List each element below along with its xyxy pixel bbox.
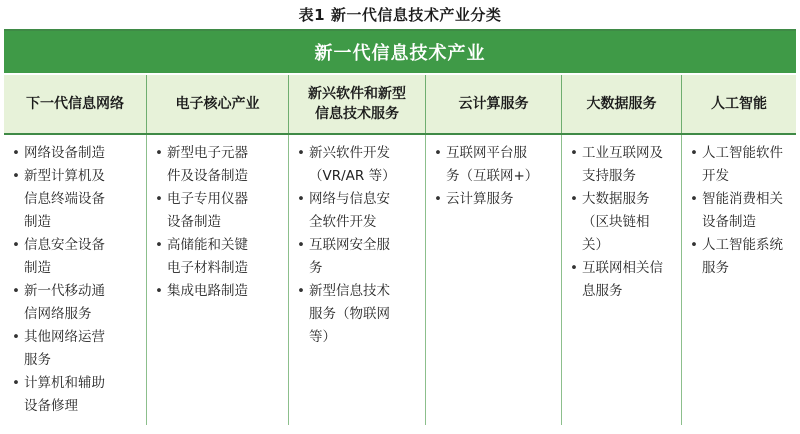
- list-item-line: 服务: [702, 260, 729, 276]
- list-item: [155, 188, 284, 234]
- list-item: [297, 188, 421, 234]
- list-item-line: • 人工智能系统: [702, 237, 783, 253]
- column-header-line: 信息技术服务: [315, 106, 399, 122]
- column-header-cloud-computing: [425, 75, 561, 133]
- column-header-line: 人工智能: [711, 96, 767, 112]
- list-item-line: • 高储能和关键: [167, 237, 248, 253]
- column-items-cloud-computing: [425, 135, 561, 425]
- list-item-line: • 新型电子元器: [167, 145, 248, 161]
- list-item-line: 制造: [24, 260, 51, 276]
- list-item: [570, 142, 677, 188]
- body-row: [4, 135, 796, 425]
- column-header-ai: [681, 75, 796, 133]
- list-item-line: 设备修理: [24, 398, 78, 414]
- list-item-line: 电子材料制造: [167, 260, 248, 276]
- list-item-line: • 智能消费相关: [702, 191, 783, 207]
- list-item-line: 制造: [24, 214, 51, 230]
- list-item-line: （区块链相: [582, 214, 650, 230]
- list-item-line: • 大数据服务: [582, 191, 650, 207]
- header-row: [4, 75, 796, 135]
- list-item: [12, 280, 142, 326]
- column-header-text: [711, 94, 767, 114]
- list-item-line: 信网络服务: [24, 306, 92, 322]
- list-item-line: 服务: [24, 352, 51, 368]
- list-item-line: • 信息安全设备: [24, 237, 105, 253]
- column-items-next-gen-network: [4, 135, 146, 425]
- column-header-line: 电子核心产业: [175, 96, 260, 112]
- column-items-big-data: [561, 135, 681, 425]
- list-item: [434, 188, 557, 211]
- list-item: [690, 188, 792, 234]
- list-item-line: 务: [309, 260, 323, 276]
- list-item-line: （VR/AR 等）: [309, 168, 396, 184]
- bullet-list: [570, 142, 677, 303]
- list-item: [690, 234, 792, 280]
- bullet-list: [12, 142, 142, 418]
- column-header-text: [459, 94, 529, 114]
- list-item: [297, 234, 421, 280]
- list-item-line: • 其他网络运营: [24, 329, 105, 345]
- column-header-line: 云计算服务: [458, 96, 529, 112]
- column-header-text: [308, 84, 406, 124]
- list-item-line: • 新一代移动通: [24, 283, 105, 299]
- list-item: [570, 257, 677, 303]
- list-item-line: • 新型信息技术: [309, 283, 390, 299]
- list-item-line: 等）: [309, 329, 336, 345]
- list-item-line: 务（互联网+）: [446, 168, 539, 184]
- list-item-line: • 计算机和辅助: [24, 375, 105, 391]
- list-item-line: • 网络设备制造: [24, 145, 105, 161]
- list-item-line: • 互联网相关信: [582, 260, 663, 276]
- list-item: [12, 165, 142, 234]
- column-header-big-data: [561, 75, 681, 133]
- bullet-list: [297, 142, 421, 349]
- list-item-line: 息服务: [582, 283, 623, 299]
- list-item-line: • 电子专用仪器: [167, 191, 248, 207]
- list-item: [690, 142, 792, 188]
- column-items-software-services: [288, 135, 425, 425]
- list-item-line: • 互联网平台服: [446, 145, 527, 161]
- column-header-text: [176, 94, 260, 114]
- list-item-line: • 互联网安全服: [309, 237, 390, 253]
- list-item-line: • 新型计算机及: [24, 168, 105, 184]
- column-header-line: 大数据服务: [586, 96, 657, 112]
- list-item-line: 服务（物联网: [309, 306, 390, 322]
- column-header-line: 下一代信息网络: [26, 96, 124, 112]
- bullet-list: [690, 142, 792, 280]
- column-header-text: [587, 94, 657, 114]
- list-item: [570, 188, 677, 257]
- list-item: [12, 326, 142, 372]
- column-header-next-gen-network: [4, 75, 146, 133]
- list-item-line: • 新兴软件开发: [309, 145, 390, 161]
- industry-classification-table: [4, 29, 796, 425]
- list-item-line: 件及设备制造: [167, 168, 248, 184]
- bullet-list: [155, 142, 284, 303]
- list-item: [155, 280, 284, 303]
- list-item-line: 设备制造: [702, 214, 756, 230]
- list-item-line: 关）: [582, 237, 609, 253]
- column-header-text: [26, 94, 124, 114]
- list-item-line: 支持服务: [582, 168, 636, 184]
- list-item-line: • 人工智能软件: [702, 145, 783, 161]
- column-items-ai: [681, 135, 796, 425]
- column-items-electronic-core: [146, 135, 288, 425]
- list-item: [155, 142, 284, 188]
- list-item-line: 开发: [702, 168, 729, 184]
- bullet-list: [434, 142, 557, 211]
- table-title: 新一代信息技术产业: [4, 31, 796, 75]
- list-item-line: • 集成电路制造: [167, 283, 248, 299]
- list-item-line: 信息终端设备: [24, 191, 105, 207]
- list-item: [297, 142, 421, 188]
- list-item: [12, 142, 142, 165]
- column-header-line: 新兴软件和新型: [308, 86, 406, 102]
- list-item: [155, 234, 284, 280]
- list-item-line: • 云计算服务: [446, 191, 514, 207]
- list-item: [12, 372, 142, 418]
- table-caption: 表1 新一代信息技术产业分类: [298, 6, 502, 24]
- list-item: [12, 234, 142, 280]
- list-item-line: • 网络与信息安: [309, 191, 390, 207]
- list-item: [434, 142, 557, 188]
- column-header-electronic-core: [146, 75, 288, 133]
- list-item-line: • 工业互联网及: [582, 145, 663, 161]
- list-item-line: 全软件开发: [309, 214, 377, 230]
- column-header-software-services: [288, 75, 425, 133]
- list-item-line: 设备制造: [167, 214, 221, 230]
- list-item: [297, 280, 421, 349]
